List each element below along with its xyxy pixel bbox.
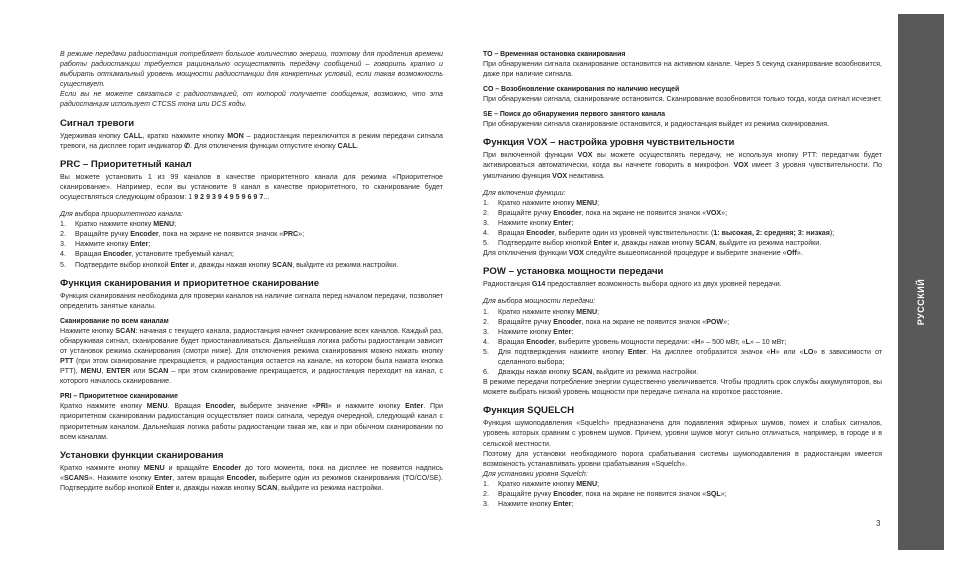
pow-paragraph: Радиостанция G14 предоставляет возможность выбора одного из двух уровней передачи. — [483, 280, 782, 289]
pri-paragraph: Кратко нажмите кнопку MENU. Вращая Encoder, выберите значение «PRI» и нажмите кнопку Enter. При приоритетном сканировании радиостанция осуществляет поиск сигнала, чередуя очередной, следующий канал с приоритетным каналом. Дальнейшая логика работы радиостанции такая же, как и при обычном сканировании по всем каналам. — [60, 402, 443, 441]
list-item: 2. Вращайте ручку Encoder, пока на экране не появится значок «POW»; — [483, 317, 730, 326]
list-item: 1. Кратко нажмите кнопку MENU; — [483, 307, 600, 316]
list-item: 4. Вращая Encoder, выберите один из уровней чувствительности: (1: высокая, 2: средняя; 3: низкая); — [483, 229, 835, 238]
scan-all-heading: Сканирование по всем каналам — [60, 317, 169, 325]
list-item: 2. Вращайте ручку Encoder, пока на экране не появится значок «SQL»; — [483, 490, 727, 498]
se-paragraph: При обнаружении сигнала сканирование остановится, и радиостанция выйдет из режима сканирования. — [483, 120, 830, 129]
list-item: 4. Вращая Encoder, выберите уровень мощности передачи: «H» – 500 мВт, «L» – 10 мВт; — [483, 337, 787, 346]
intro-paragraph-2: Если вы не можете связаться с радиостанцией, от которой получаете сообщения, возможно, что эта радиостанция использует CTCSS тона или DCS коды. — [60, 90, 443, 109]
list-item: 2. Вращайте ручку Encoder, пока на экране не появится значок «VOX»; — [483, 208, 728, 217]
list-item: 1. Кратко нажмите кнопку MENU; — [483, 198, 600, 207]
vox-instructions-label: Для включения функции: — [483, 188, 566, 197]
scan-settings-heading: Установки функции сканирования — [60, 449, 224, 461]
prc-paragraph: Вы можете установить 1 из 99 каналов в качестве приоритетного канала для режима «Приоритетное сканирование». Например, если вы установите 9 канал в качестве приоритетного, то сканирование будет осуществляться следующим образом: 1 9 2 9 3 9 4 9 5 9 6 9 7... — [60, 172, 443, 201]
scan-settings-paragraph: Кратко нажмите кнопку MENU и вращайте Encoder до того момента, пока на дисплее не появится надпись «SCANS». Нажмите кнопку Enter, затем вращая Encoder, выберите один из режимов сканирования (TO/CO/SE). Подтвердите выбор кнопкой Enter и, дважды нажав кнопку SCAN, выйдите из режима настройки. — [60, 463, 443, 492]
alarm-indicator-icon: ✆ — [184, 141, 191, 150]
list-item: 3. Нажмите кнопку Enter; — [483, 500, 574, 509]
list-item: 5. Подтвердите выбор кнопкой Enter и, дважды нажав кнопку SCAN, выйдите из режима настройки. — [60, 260, 399, 269]
prc-heading: PRC – Приоритетный канал — [60, 158, 192, 170]
list-item: 5. Подтвердите выбор кнопкой Enter и, дважды нажав кнопку SCAN, выйдите из режима настройки. — [483, 239, 822, 248]
left-column — [60, 49, 443, 493]
squelch-instructions-label: Для установки уровня Squelch: — [483, 469, 588, 478]
pri-heading: PRI – Приоритетное сканирование — [60, 393, 178, 401]
pow-instructions-label: Для выбора мощности передачи: — [483, 297, 596, 306]
squelch-heading: Функция SQUELCH — [483, 405, 575, 417]
alarm-paragraph: Удерживая кнопку CALL, кратко нажмите кнопку MON – радиостанция переключится в режим передачи сигнала тревоги, на дисплее горит индикатор ✆. Для отключения функции отпустите кнопку CALL. — [60, 131, 443, 150]
se-heading: SE – Поиск до обнаружения первого занятого канала — [483, 111, 666, 119]
co-heading: CO – Возобновление сканирования по наличию несущей — [483, 86, 680, 94]
language-side-label: РУССКИЙ — [916, 278, 926, 326]
to-heading: TO – Временная остановка сканирования — [483, 51, 626, 58]
page-number: 3 — [876, 519, 881, 528]
alarm-heading: Сигнал тревоги — [60, 117, 135, 129]
scan-all-paragraph: Нажмите кнопку SCAN: начиная с текущего канала, радиостанция начнет сканирование всех каналов. Каждый раз, обнаруживая сигнал, сканирование будет приостанавливаться. Дальнейшая логика работы радиостанции зависит от установок режима сканирования (смотри ниже). Для отключения режима сканирования можно нажать кнопку PTT (при этом сканирование прекращается, и радиостанция остается на канале, на котором была нажата кнопка PTT), MENU, ENTER или SCAN – при этом сканирование прекращается, и радиостанция переходит на канал, с которого началось сканирование. — [60, 326, 443, 386]
pow-steps-list — [483, 307, 882, 378]
squelch-steps-list — [483, 479, 882, 509]
prc-steps-list — [60, 219, 443, 269]
list-item: 3. Нажмите кнопку Enter; — [483, 218, 574, 227]
vox-off-paragraph: Для отключения функции VOX следуйте вышеописанной процедуре и выберите значение «Off». — [483, 249, 803, 258]
intro-paragraph: В режиме передачи радиостанция потребляет большое количество энергии, поэтому для продления времени работы радиостанции требуется рационально осуществлять передачу сообщений – говорить кратко и выбирать оптимальный уровень мощности радиостанции для конкретных условий, если такая возможность существует. — [60, 50, 443, 89]
list-item: 6. Дважды нажав кнопку SCAN, выйдите из режима настройки. — [483, 368, 699, 377]
list-item: 1. Кратко нажмите кнопку MENU; — [483, 479, 600, 488]
vox-paragraph: При включенной функции VOX вы можете осуществлять передачу, не используя кнопку PTT: передатчик будет активироваться автоматически, когда вы начнете говорить в микрофон. VOX имеет 3 уровня чувствительности. По умолчанию функция VOX неактивна. — [483, 151, 883, 180]
prc-instructions-label: Для выбора приоритетного канала: — [60, 210, 183, 219]
pow-note-paragraph: В режиме передачи потребление энергии существенно увеличивается. Чтобы продлить срок службы аккумуляторов, вы можете выбрать низкий уровень мощности при передаче сигнала на короткое расстояние. — [483, 378, 882, 397]
co-paragraph: При обнаружении сигнала, сканирование остановится. Сканирование возобновится только тогда, когда сигнал исчезнет. — [483, 95, 882, 104]
list-item: 5. Для подтверждения нажмите кнопку Enter. На дисплее отобразится значок «H» или «LO» в зависимости от сделанного выбора; — [483, 347, 882, 366]
list-item: 2. Вращайте ручку Encoder, пока на экране не появится значок «PRC»; — [60, 230, 305, 239]
list-item: 1. Кратко нажмите кнопку MENU; — [60, 220, 177, 229]
squelch-paragraph: Функция шумоподавления «Squelch» предназначена для подавления эфирных шумов, помех и слабых сигналов, уровень которых сравним с уровнем шумов. Причем, уровни шумов могут сильно отличаться, например, в городе и в сельской местности. — [483, 419, 882, 448]
vox-steps-list — [483, 198, 882, 248]
list-item: 3. Нажмите кнопку Enter; — [60, 240, 151, 249]
scan-paragraph: Функция сканирования необходима для проверки каналов на наличие сигнала перед началом передачи, позволяет определить занятые каналы. — [60, 291, 443, 310]
list-item: 3. Нажмите кнопку Enter; — [483, 327, 574, 336]
right-column — [483, 50, 882, 509]
pow-heading: POW – установка мощности передачи — [483, 266, 664, 278]
list-item: 4. Вращая Encoder, установите требуемый канал; — [60, 250, 234, 259]
scan-heading: Функция сканирования и приоритетное сканирование — [60, 277, 320, 289]
to-paragraph: При обнаружении сигнала сканирование остановится на активном канале. Через 5 секунд сканирование возобновится, даже при наличие сигнала. — [483, 60, 882, 79]
squelch-paragraph-2: Поэтому для установки необходимого порога срабатывания системы шумоподавления в радиостанции имеется возможность устанавливать уровни срабатывания «Squelch». — [483, 449, 882, 468]
vox-heading: Функция VOX – настройка уровня чувствительности — [483, 137, 735, 149]
